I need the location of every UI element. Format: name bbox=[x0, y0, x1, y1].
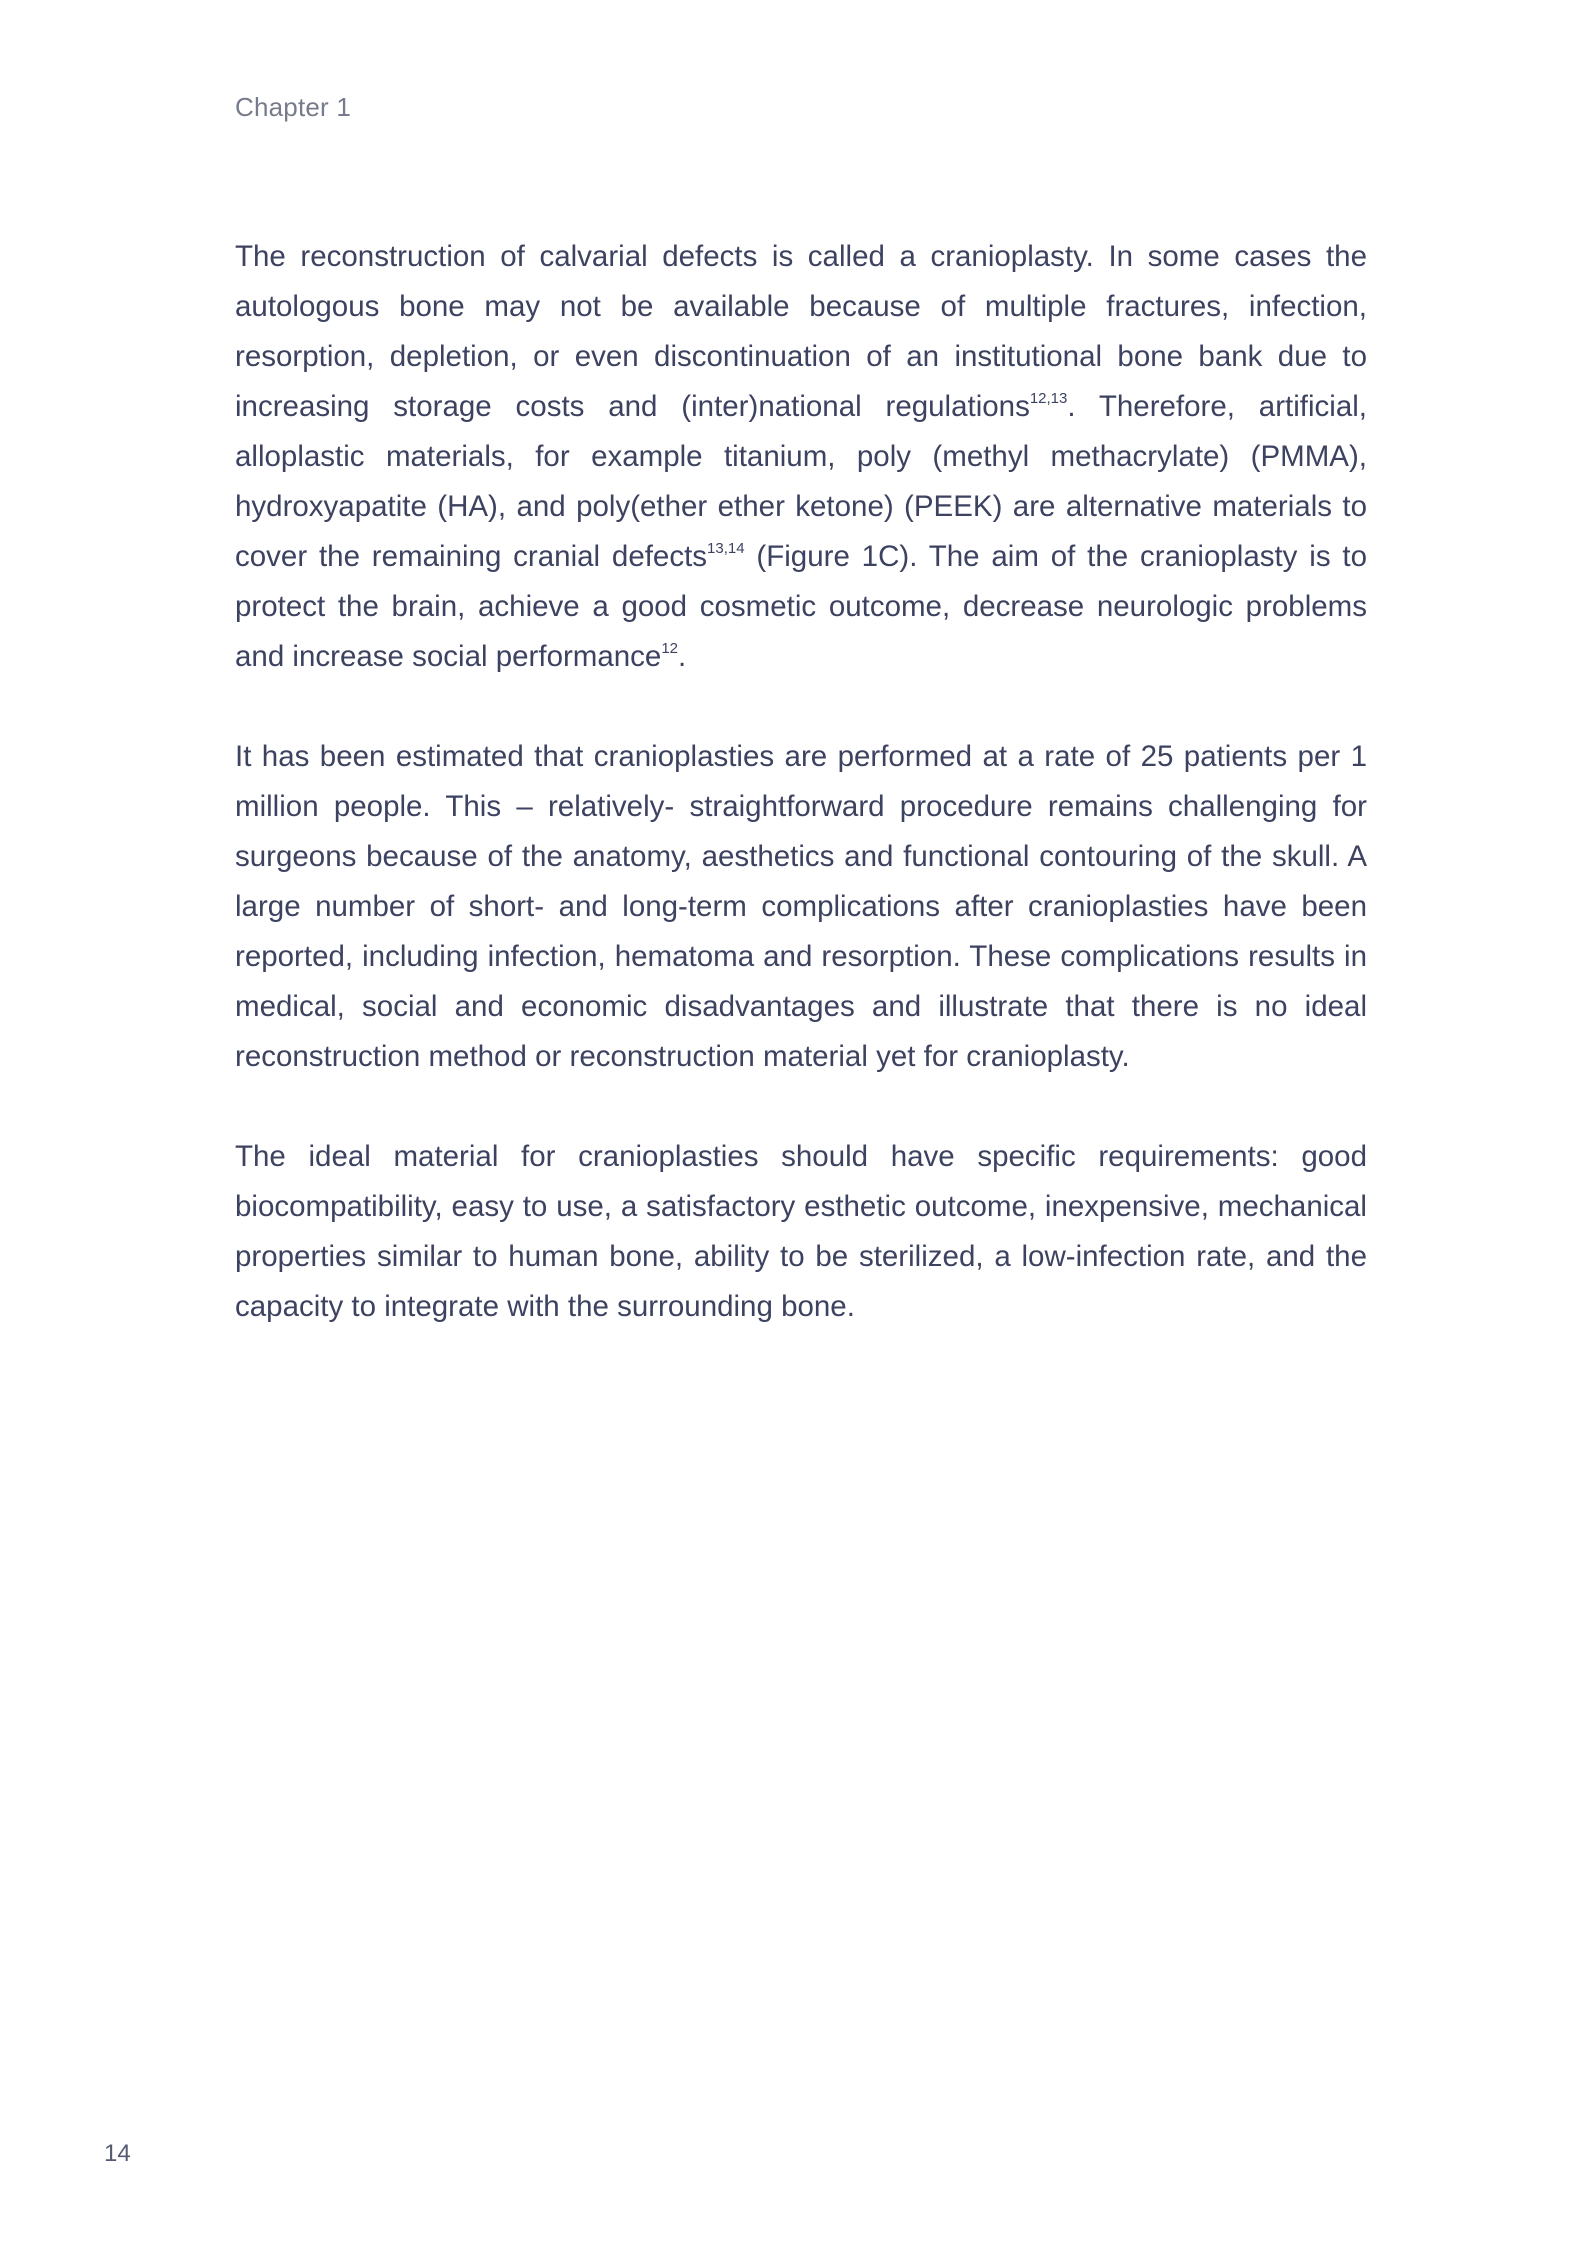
citation-reference: 12,13 bbox=[1029, 390, 1068, 407]
paragraph-cranioplasty-rate: It has been estimated that cranioplasties are performed at a rate of 25 patients per 1 million people. This – relatively- straightforward procedure remains challenging for surgeons because of the anatomy, aesthetics and functional contouring of the skull. A large number of short- and long-term complications after cranioplasties have been reported, including infection, hematoma and resorption. These complications results in medical, social and economic disadvantages and illustrate that there is no ideal reconstruction method or reconstruction material yet for cranioplasty. bbox=[235, 740, 1367, 1073]
paragraph-ideal-material: The ideal material for cranioplasties should have specific requirements: good biocompatibility, easy to use, a satisfactory esthetic outcome, inexpensive, mechanical properties similar to human bone, ability to be sterilized, a low-infection rate, and the capacity to integrate with the surrounding bone. bbox=[235, 1140, 1367, 1323]
paragraph-cranioplasty-definition bbox=[235, 232, 1367, 682]
paragraph-text: . bbox=[678, 640, 687, 673]
paragraph-text: . Therefore, artificial, alloplastic materials, for example titanium, poly (methyl methacrylate) (PMMA), hydroxyapatite (HA), and poly(ether ether ketone) (PEEK) are alternative materials to cover the remaining cranial defects bbox=[235, 390, 1367, 573]
page-body bbox=[235, 232, 1367, 1382]
citation-reference: 12 bbox=[661, 640, 679, 657]
page-number: 14 bbox=[104, 2140, 131, 2167]
paragraph-text: (Figure 1C). The aim of the cranioplasty is to protect the brain, achieve a good cosmetic outcome, decrease neurologic problems and increase social performance bbox=[235, 540, 1367, 673]
paragraph-text: The reconstruction of calvarial defects is called a cranioplasty. In some cases the autologous bone may not be available because of multiple fractures, infection, resorption, depletion, or even discontinuation of an institutional bone bank due to increasing storage costs and (inter)national regulations bbox=[235, 240, 1367, 423]
chapter-header: Chapter 1 bbox=[235, 92, 351, 122]
citation-reference: 13,14 bbox=[707, 540, 745, 557]
